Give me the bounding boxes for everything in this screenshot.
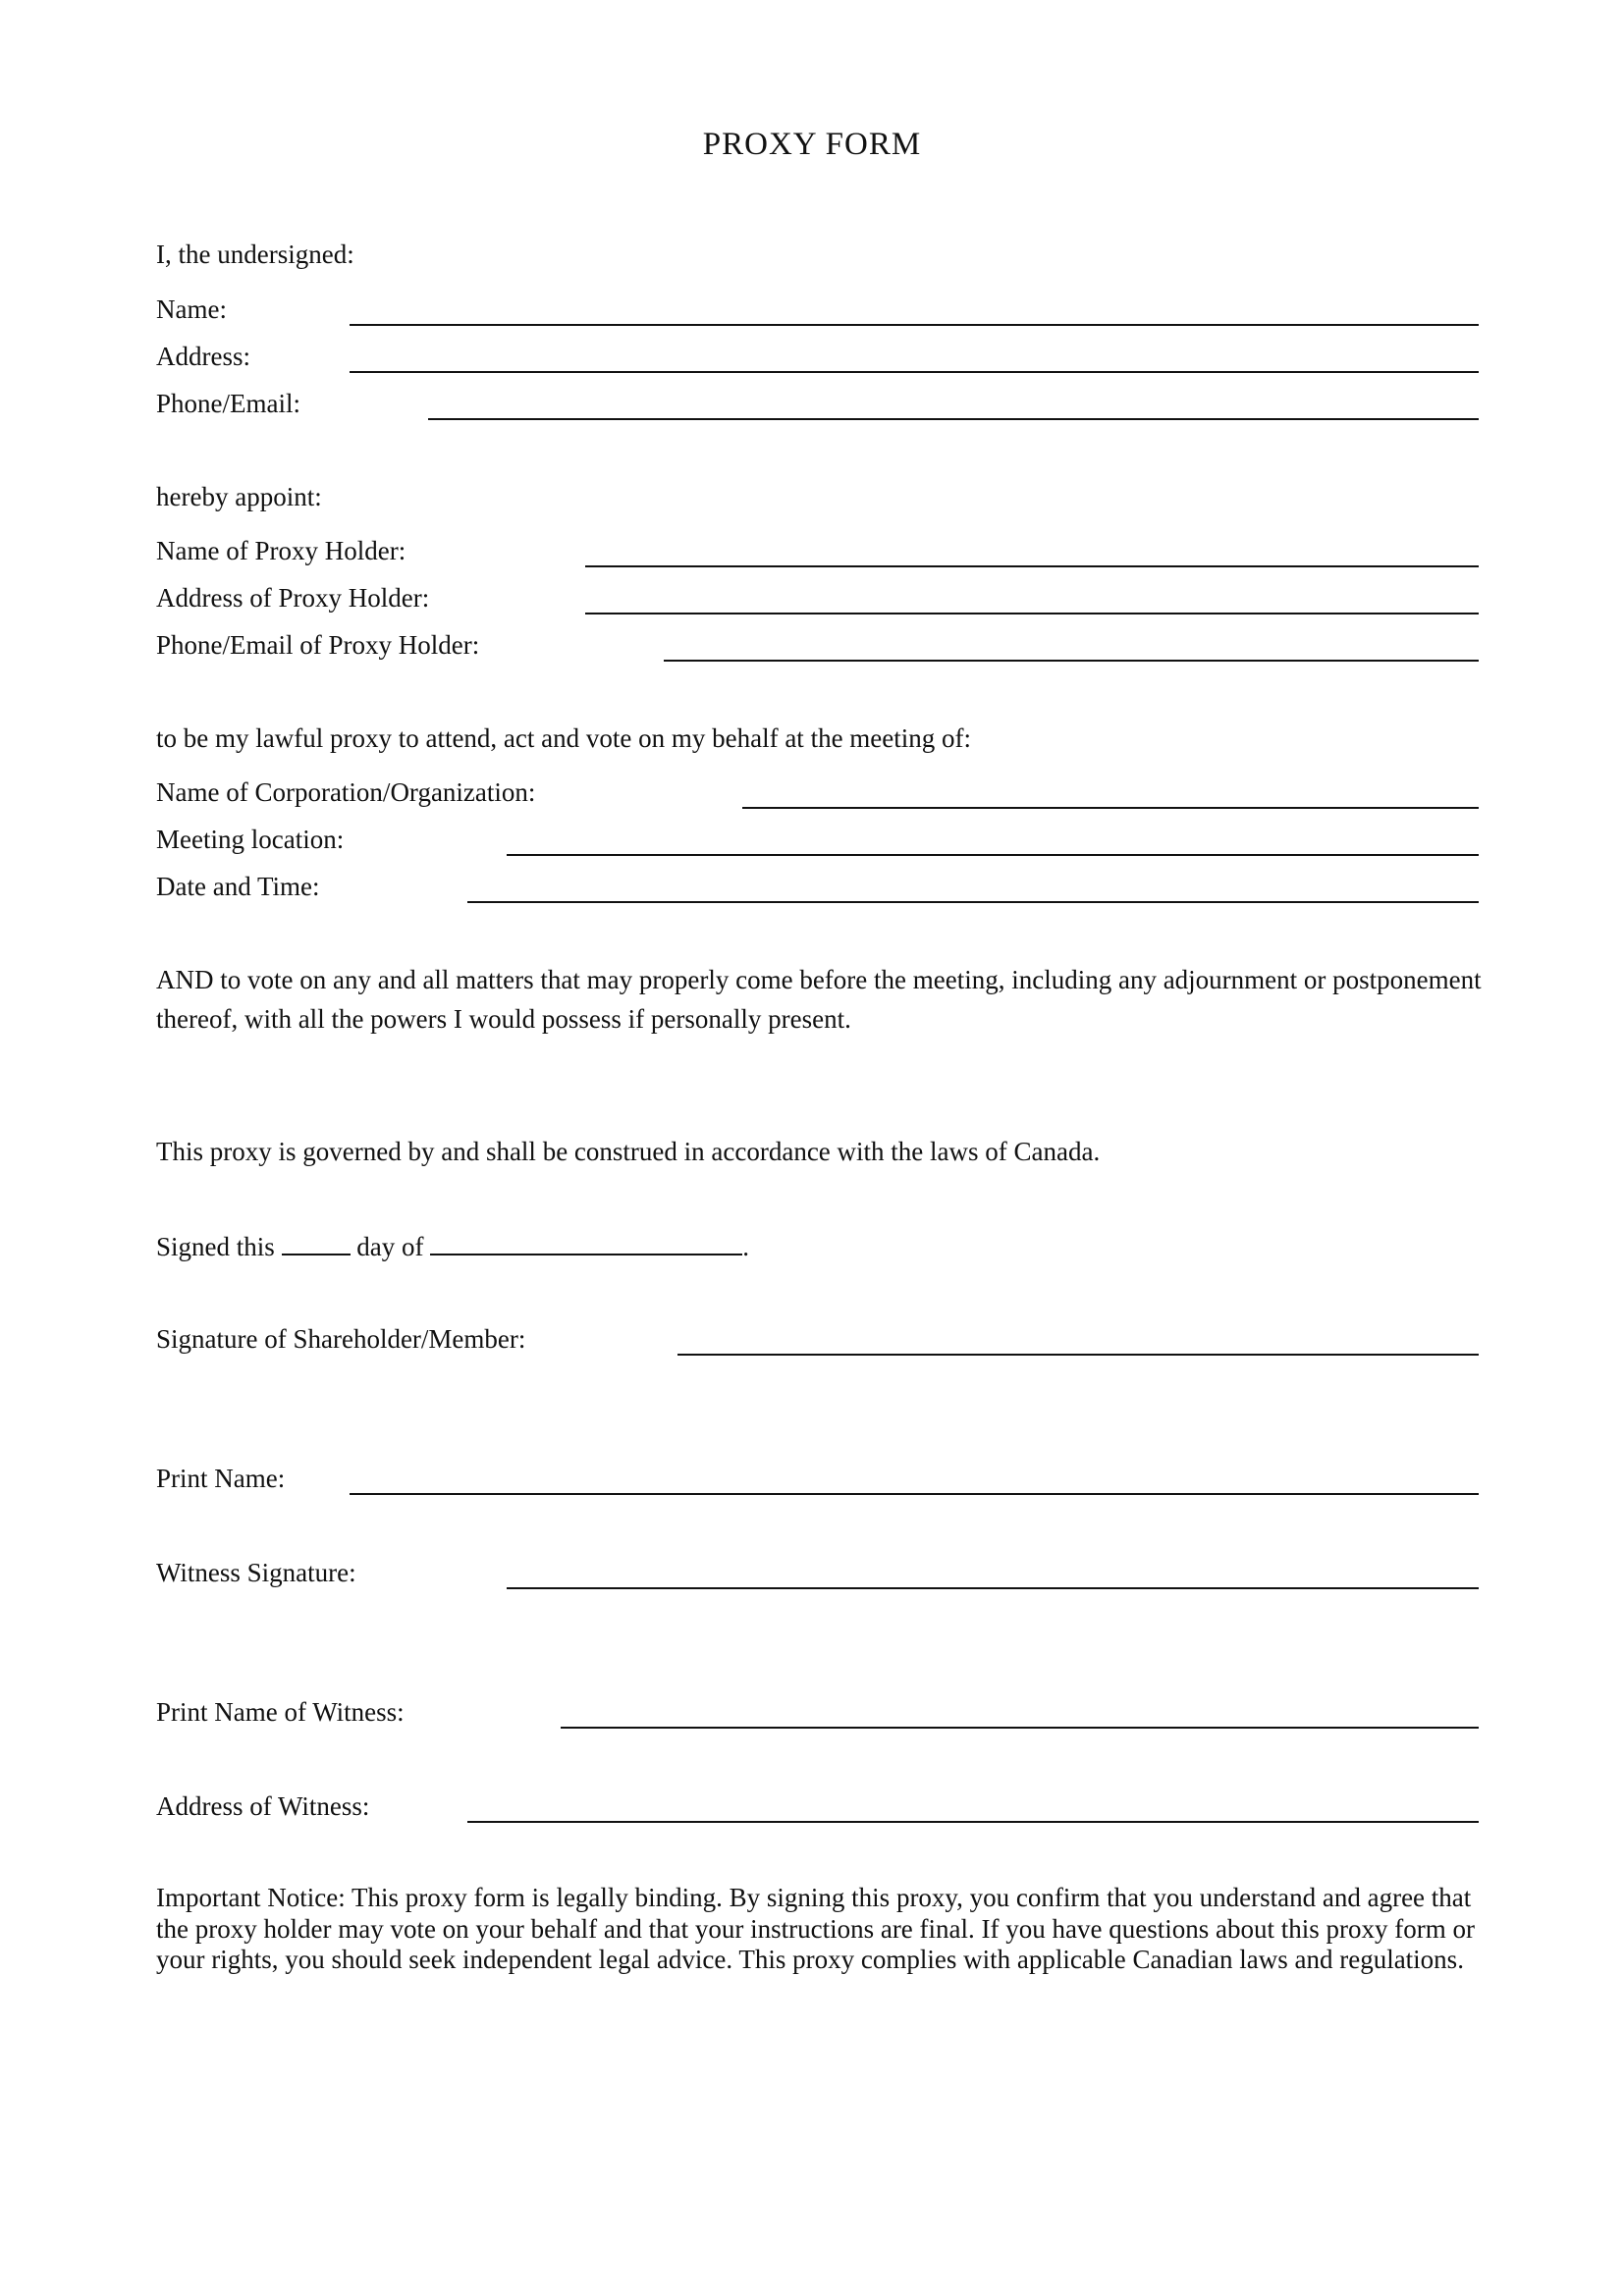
signed-period: .	[742, 1232, 749, 1261]
corporation-label: Name of Corporation/Organization:	[156, 777, 536, 807]
address-label: Address:	[156, 342, 250, 371]
proxy-holder-name-label: Name of Proxy Holder:	[156, 536, 406, 565]
signed-month-field[interactable]	[430, 1232, 742, 1255]
proxy-holder-phone-label: Phone/Email of Proxy Holder:	[156, 630, 480, 660]
address-field[interactable]	[350, 371, 1479, 373]
signed-date-line	[156, 1232, 749, 1260]
important-notice: Important Notice: This proxy form is legally binding. By signing this proxy, you confirm that you understand and agree that the proxy holder may vote on your behalf and that your instructions are final. If you have questions about this proxy form or your rights, you should seek independent legal advice. This proxy complies with applicable Canadian laws and regulations.	[156, 1883, 1475, 1974]
powers-paragraph: AND to vote on any and all matters that may properly come before the meeting, including any adjournment or postponement thereof, with all the powers I would possess if personally present.	[156, 965, 1482, 1034]
name-field[interactable]	[350, 324, 1479, 326]
meeting-intro: to be my lawful proxy to attend, act and vote on my behalf at the meeting of:	[156, 723, 972, 753]
undersigned-intro: I, the undersigned:	[156, 240, 354, 269]
proxy-holder-address-label: Address of Proxy Holder:	[156, 583, 430, 613]
appoint-intro: hereby appoint:	[156, 482, 322, 511]
name-label: Name:	[156, 294, 227, 324]
corporation-field[interactable]	[742, 807, 1479, 809]
signed-this-text: Signed this	[156, 1232, 275, 1261]
shareholder-signature-label: Signature of Shareholder/Member:	[156, 1324, 526, 1354]
witness-address-label: Address of Witness:	[156, 1791, 370, 1821]
witness-signature-field[interactable]	[507, 1587, 1479, 1589]
witness-print-name-field[interactable]	[561, 1727, 1479, 1729]
meeting-location-label: Meeting location:	[156, 825, 345, 854]
phone-email-field[interactable]	[428, 418, 1479, 420]
print-name-field[interactable]	[350, 1493, 1479, 1495]
shareholder-signature-field[interactable]	[677, 1354, 1479, 1356]
proxy-holder-phone-field[interactable]	[664, 660, 1479, 662]
phone-email-label: Phone/Email:	[156, 389, 300, 418]
page-title: PROXY FORM	[702, 127, 922, 162]
governing-law-text: This proxy is governed by and shall be construed in accordance with the laws of Canada.	[156, 1137, 1101, 1166]
date-time-label: Date and Time:	[156, 872, 320, 901]
date-time-field[interactable]	[467, 901, 1479, 903]
signed-day-field[interactable]	[282, 1232, 351, 1255]
witness-signature-label: Witness Signature:	[156, 1558, 356, 1587]
print-name-label: Print Name:	[156, 1464, 286, 1493]
witness-print-name-label: Print Name of Witness:	[156, 1697, 405, 1727]
meeting-location-field[interactable]	[507, 854, 1479, 856]
proxy-holder-name-field[interactable]	[585, 565, 1479, 567]
witness-address-field[interactable]	[467, 1821, 1479, 1823]
day-of-text: day of	[356, 1232, 424, 1261]
proxy-holder-address-field[interactable]	[585, 613, 1479, 614]
